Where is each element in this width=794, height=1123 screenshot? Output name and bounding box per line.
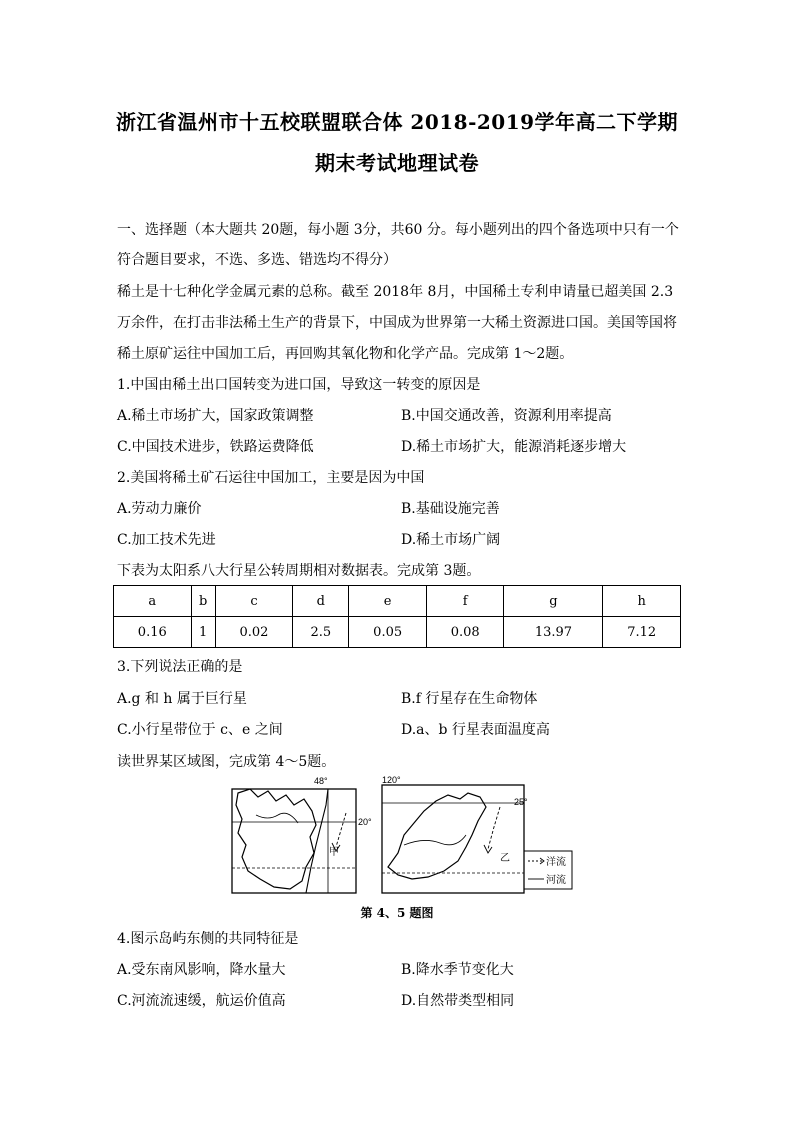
question4-option-a: A.受东南风影响，降水量大 [117, 962, 286, 978]
left-island-coastline [236, 789, 316, 889]
question2-option-d: D.稀土市场广阔 [401, 532, 501, 548]
left-latitude-label: 20° [358, 817, 372, 827]
table-header-cell: b [191, 586, 215, 617]
document-title-line2: 期末考试地理试卷 [315, 151, 479, 175]
document-title-line1: 浙江省温州市十五校联盟联合体 2018-2019学年高二下学期 [115, 110, 679, 134]
section-instruction-line1: 一、选择题（本大题共 20题，每小题 3分，共60 分。每小题列出的四个备选项中只有一个 [117, 222, 679, 238]
question2-stem: 2.美国将稀土矿石运往中国加工，主要是因为中国 [117, 470, 425, 486]
planet-period-table [113, 585, 681, 648]
table-value-row [114, 617, 681, 648]
question1-option-b: B.中国交通改善，资源利用率提高 [401, 408, 612, 424]
question2-option-a: A.劳动力廉价 [117, 501, 202, 517]
left-current-arrow [336, 813, 346, 847]
left-coast-line [306, 789, 328, 893]
table-header-cell: f [426, 586, 504, 617]
question1-option-a: A.稀土市场扩大，国家政策调整 [117, 408, 314, 424]
passage1-line2: 万余件，在打击非法稀土生产的背景下，中国成为世界第一大稀土资源进口国。美国等国将 [117, 315, 677, 331]
table-value-cell: 0.05 [349, 617, 427, 648]
question3-stem: 3.下列说法正确的是 [117, 659, 243, 675]
question1-option-c: C.中国技术进步，铁路运费降低 [117, 439, 314, 455]
table-value-cell: 7.12 [603, 617, 681, 648]
passage1-line3: 稀土原矿运往中国加工后，再回购其氧化物和化学产品。完成第 1～2题。 [117, 346, 574, 362]
question4-option-d: D.自然带类型相同 [401, 993, 515, 1009]
table-value-cell: 2.5 [293, 617, 349, 648]
table-header-cell: e [349, 586, 427, 617]
question2-option-c: C.加工技术先进 [117, 532, 216, 548]
passage1-line1: 稀土是十七种化学金属元素的总称。截至 2018年 8月，中国稀土专利申请量已超美国 2.3 [117, 284, 674, 300]
table-header-cell: a [114, 586, 192, 617]
right-current-arrow [488, 807, 500, 849]
right-longitude-label: 120° [382, 775, 401, 785]
label-yi: 乙 [500, 853, 510, 864]
question3-option-b: B.f 行星存在生命物体 [401, 691, 538, 707]
label-jia: 甲 [329, 847, 339, 858]
table-value-cell: 0.02 [215, 617, 293, 648]
table-value-cell: 1 [191, 617, 215, 648]
legend-current-label: 洋流 [546, 857, 566, 868]
table-value-cell: 0.08 [426, 617, 504, 648]
left-river [256, 813, 298, 823]
question1-stem: 1.中国由稀土出口国转变为进口国，导致这一转变的原因是 [117, 377, 481, 393]
left-map [232, 776, 372, 893]
island-maps-figure [228, 775, 573, 900]
table-header-cell: h [603, 586, 681, 617]
right-latitude-label: 25° [514, 797, 528, 807]
question4-stem: 4.图示岛屿东侧的共同特征是 [117, 931, 299, 947]
right-map [382, 775, 528, 893]
question1-option-d: D.稀土市场扩大，能源消耗逐步增大 [401, 439, 627, 455]
right-river [404, 835, 466, 845]
figure-caption: 第 4、5 题图 [360, 906, 434, 920]
question3-option-d: D.a、b 行星表面温度高 [401, 722, 550, 738]
question2-option-b: B.基础设施完善 [401, 501, 500, 517]
table-header-cell: g [504, 586, 603, 617]
passage2: 下表为太阳系八大行星公转周期相对数据表。完成第 3题。 [117, 563, 481, 579]
question4-option-b: B.降水季节变化大 [401, 962, 514, 978]
table-value-cell: 0.16 [114, 617, 192, 648]
legend-river-label: 河流 [546, 875, 566, 886]
question4-option-c: C.河流流速缓，航运价值高 [117, 993, 286, 1009]
table-header-cell: c [215, 586, 293, 617]
question3-option-a: A.g 和 h 属于巨行星 [117, 691, 247, 707]
question3-option-c: C.小行星带位于 c、e 之间 [117, 722, 283, 738]
left-longitude-label: 48° [314, 776, 328, 786]
passage3: 读世界某区域图，完成第 4～5题。 [117, 754, 336, 770]
table-header-cell: d [293, 586, 349, 617]
right-current-arrowhead [484, 845, 492, 853]
map-legend [524, 851, 572, 889]
table-value-cell: 13.97 [504, 617, 603, 648]
right-island-coastline [388, 793, 486, 879]
section-instruction-line2: 符合题目要求，不选、多选、错选均不得分） [117, 252, 397, 268]
table-header-row [114, 586, 681, 617]
